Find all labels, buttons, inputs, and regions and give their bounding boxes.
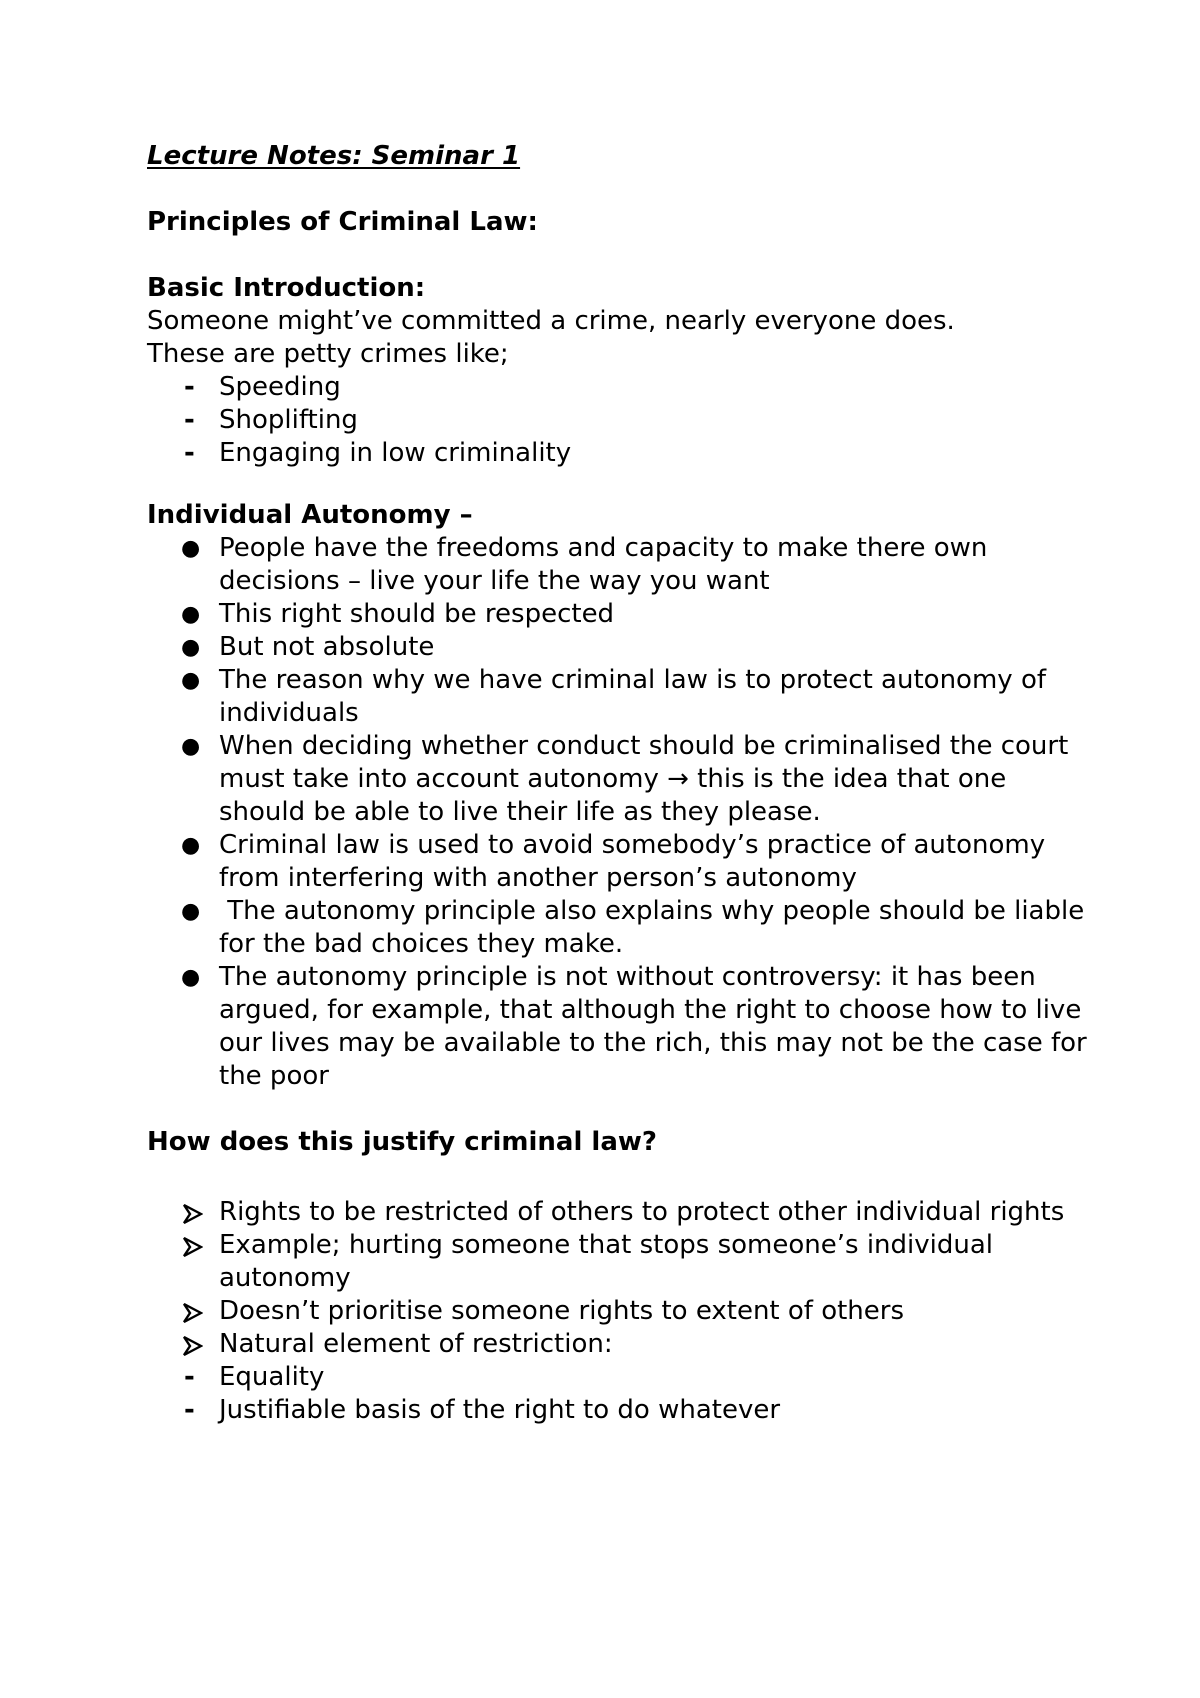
list-item-text: Example; hurting someone that stops someone’s individual autonomy <box>219 1230 993 1293</box>
list-item-text: Equality <box>219 1362 325 1392</box>
intro-line-1: Someone might’ve committed a crime, nearly everyone does. <box>147 306 955 336</box>
list-item-text: The autonomy principle is not without controversy: it has been argued, for example, that although the right to choose how to live our lives may be available to the rich, this may not be the case for the poor <box>219 962 1087 1091</box>
list-item <box>147 371 1087 404</box>
list-item <box>147 1229 1087 1295</box>
dash-marker: - <box>184 1395 195 1425</box>
dash-marker: - <box>184 438 195 468</box>
document-page <box>147 140 1093 1427</box>
intro-dash-list <box>147 371 1087 470</box>
list-item <box>147 1295 1087 1328</box>
bullet-marker: ● <box>181 833 201 858</box>
autonomy-heading: Individual Autonomy – <box>147 500 473 530</box>
bullet-marker: ● <box>181 899 201 924</box>
spacer <box>147 173 1087 206</box>
bullet-marker: ● <box>181 635 201 660</box>
list-item-text: Justifiable basis of the right to do whatever <box>219 1395 781 1425</box>
list-item <box>147 404 1087 437</box>
spacer <box>147 1093 1087 1126</box>
list-item-text: Engaging in low criminality <box>219 438 572 468</box>
intro-heading: Basic Introduction: <box>147 273 426 303</box>
list-item <box>147 437 1087 470</box>
list-item-text: The reason why we have criminal law is to protect autonomy of individuals <box>219 665 1046 728</box>
list-item-text: The autonomy principle also explains why people should be liable for the bad choices they make. <box>219 896 1093 959</box>
autonomy-bullet-list <box>147 532 1093 1093</box>
list-item <box>147 895 1093 961</box>
list-item-text: This right should be respected <box>219 599 615 629</box>
document-title: Lecture Notes: Seminar 1 <box>147 141 521 171</box>
bullet-marker: ● <box>181 602 201 627</box>
list-item-text: Shoplifting <box>219 405 358 435</box>
bullet-marker: ● <box>181 668 201 693</box>
bullet-marker: ● <box>181 536 201 561</box>
intro-line-2: These are petty crimes like; <box>147 339 509 369</box>
justify-heading: How does this justify criminal law? <box>147 1127 657 1157</box>
list-item-text: Natural element of restriction: <box>219 1329 613 1359</box>
list-item <box>147 961 1087 1093</box>
dash-marker: - <box>184 372 195 402</box>
dash-marker: - <box>184 1362 195 1392</box>
list-item <box>147 532 1087 598</box>
list-item <box>147 1361 1087 1394</box>
list-item-text: Speeding <box>219 372 341 402</box>
spacer <box>147 1159 1087 1196</box>
subject-heading: Principles of Criminal Law: <box>147 207 538 237</box>
list-item <box>147 631 1087 664</box>
list-item-text: Criminal law is used to avoid somebody’s practice of autonomy from interfering with another person’s autonomy <box>219 830 1046 893</box>
justify-arrow-list <box>147 1196 1087 1427</box>
bullet-marker: ● <box>181 965 201 990</box>
list-item-text: When deciding whether conduct should be criminalised the court must take into account autonomy → this is the idea that one should be able to live their life as they please. <box>219 731 1069 827</box>
spacer <box>147 239 1087 272</box>
dash-marker: - <box>184 405 195 435</box>
list-item-text: Doesn’t prioritise someone rights to extent of others <box>219 1296 905 1326</box>
list-item <box>147 1196 1087 1229</box>
arrow-bullet-icon <box>181 1302 205 1324</box>
list-item <box>147 1328 1087 1361</box>
arrow-bullet-icon <box>181 1335 205 1357</box>
list-item <box>147 730 1087 829</box>
arrow-bullet-icon <box>181 1203 205 1225</box>
list-item <box>147 1394 1087 1427</box>
list-item <box>147 829 1087 895</box>
list-item-text: Rights to be restricted of others to protect other individual rights <box>219 1197 1065 1227</box>
spacer <box>147 470 1087 499</box>
list-item <box>147 598 1087 631</box>
arrow-bullet-icon <box>181 1236 205 1258</box>
list-item-text: But not absolute <box>219 632 435 662</box>
bullet-marker: ● <box>181 734 201 759</box>
list-item-text: People have the freedoms and capacity to make there own decisions – live your life the way you want <box>219 533 988 596</box>
list-item <box>147 664 1087 730</box>
